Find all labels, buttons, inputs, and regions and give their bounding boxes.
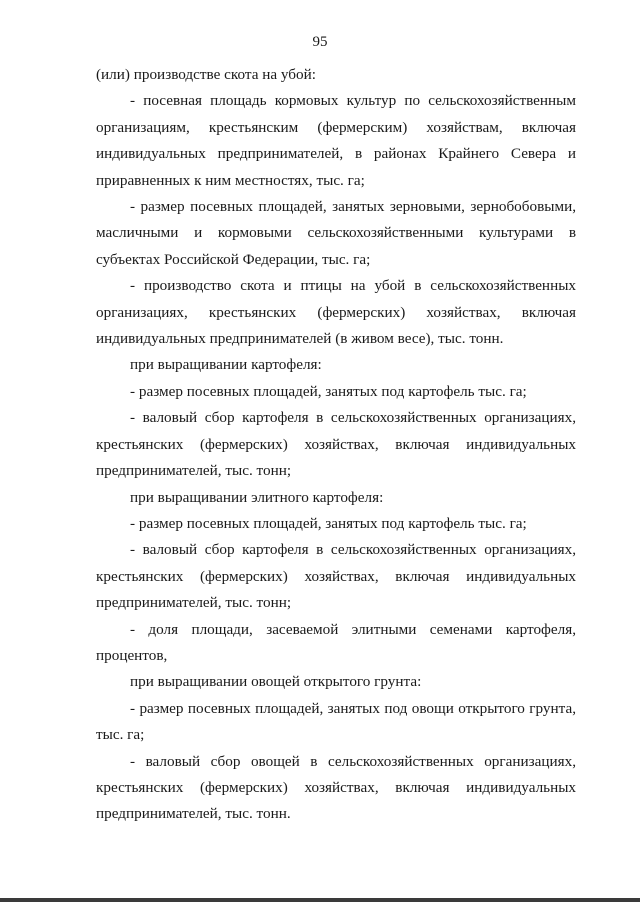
section-heading-potato: при выращивании картофеля: — [130, 356, 322, 374]
list-item-potato-harvest: - валовый сбор картофеля в сельскохозяйственных организациях, крестьянских (фермерских) хозяйствах, включая индивидуальных предпринимателей, тыс. тонн; — [96, 409, 576, 480]
list-item-potato-area: - размер посевных площадей, занятых под картофель тыс. га; — [130, 382, 527, 400]
section-heading-vegetables: при выращивании овощей открытого грунта: — [130, 673, 422, 691]
list-item-vegetable-area: - размер посевных площадей, занятых под овощи открытого грунта, тыс. га; — [96, 699, 576, 744]
scan-bottom-edge — [0, 898, 640, 902]
list-item-livestock-production: - производство скота и птицы на убой в сельскохозяйственных организациях, крестьянских (фермерских) хозяйствах, включая индивидуальных предпринимателей (в живом весе), тыс. тонн. — [96, 277, 576, 348]
list-item-fodder-crop-area: - посевная площадь кормовых культур по сельскохозяйственным организациям, крестьянским (фермерским) хозяйствам, включая индивидуальных предпринимателей, в районах Крайнего Севера и приравненных к ним местностях, тыс. га; — [96, 92, 576, 189]
list-item-elite-potato-area: - размер посевных площадей, занятых под картофель тыс. га; — [130, 514, 527, 532]
list-item-vegetable-harvest: - валовый сбор овощей в сельскохозяйственных организациях, крестьянских (фермерских) хозяйствах, включая индивидуальных предпринимателей, тыс. тонн. — [96, 752, 576, 823]
section-heading-elite-potato: при выращивании элитного картофеля: — [130, 488, 384, 506]
list-item-grain-crop-area: - размер посевных площадей, занятых зерновыми, зернобобовыми, масличными и кормовыми сельскохозяйственными культурами в субъектах Российской Федерации, тыс. га; — [96, 198, 576, 268]
list-item-elite-potato-harvest: - валовый сбор картофеля в сельскохозяйственных организациях, крестьянских (фермерских) хозяйствах, включая индивидуальных предпринимателей, тыс. тонн; — [96, 541, 576, 612]
list-item-elite-seed-share: - доля площади, засеваемой элитными семенами картофеля, процентов, — [96, 620, 576, 664]
document-body — [96, 62, 576, 828]
paragraph-continuation: (или) производстве скота на убой: — [96, 66, 316, 83]
page-number: 95 — [312, 34, 328, 50]
